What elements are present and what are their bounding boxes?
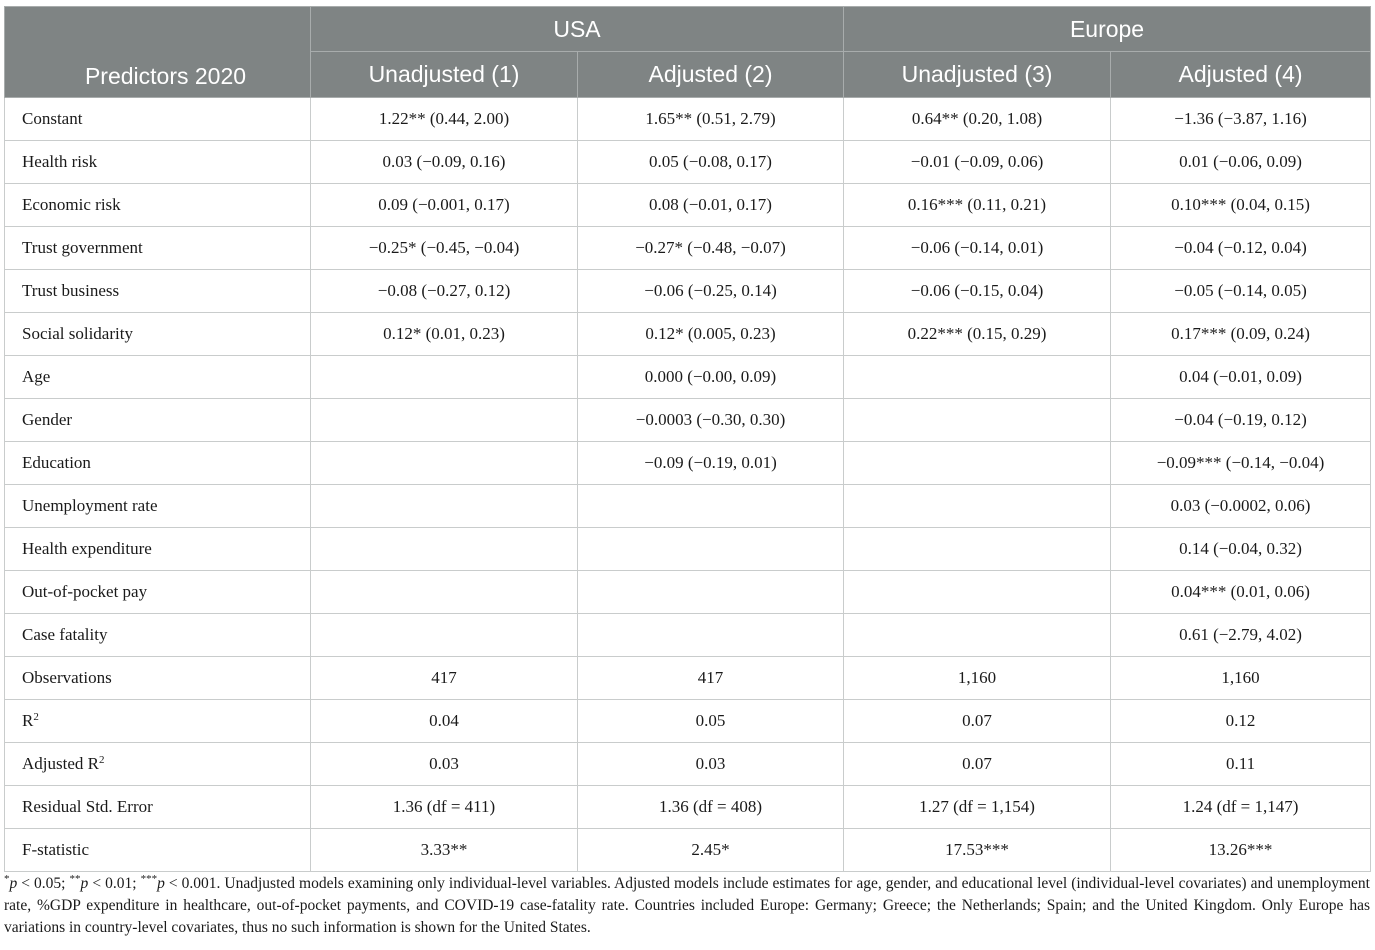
group-header-usa: USA (311, 7, 844, 52)
row-label: Observations (22, 668, 112, 687)
row-label-cell (5, 399, 311, 442)
row-label-cell (5, 442, 311, 485)
table-row (5, 270, 1371, 313)
footnote-sig-3-rest: < 0.001. (164, 875, 225, 892)
table-cell: 0.04*** (0.01, 0.06) (1111, 571, 1371, 614)
row-label: Health risk (22, 152, 98, 171)
table-cell (311, 528, 578, 571)
table-row (5, 743, 1371, 786)
table-cell (844, 485, 1111, 528)
table-row (5, 184, 1371, 227)
table-row (5, 442, 1371, 485)
table-cell: 0.04 (−0.01, 0.09) (1111, 356, 1371, 399)
table-cell: 0.22*** (0.15, 0.29) (844, 313, 1111, 356)
table-cell (311, 399, 578, 442)
table-cell (844, 356, 1111, 399)
table-cell: −0.25* (−0.45, −0.04) (311, 227, 578, 270)
table-row (5, 313, 1371, 356)
row-label-cell (5, 270, 311, 313)
table-cell (311, 356, 578, 399)
row-label-superscript: 2 (98, 754, 105, 766)
footnote-sig-3-mark: *** (140, 873, 158, 885)
table-cell: 1.24 (df = 1,147) (1111, 786, 1371, 829)
footnote-sig-2-p: p (80, 875, 89, 892)
table-cell (311, 442, 578, 485)
row-label-cell (5, 786, 311, 829)
footnote-sig-1-rest: < 0.05; (17, 875, 70, 892)
table-row (5, 528, 1371, 571)
table-row (5, 700, 1371, 743)
table-cell: 0.64** (0.20, 1.08) (844, 98, 1111, 141)
row-label-cell (5, 141, 311, 184)
table-cell (578, 571, 844, 614)
row-label: Residual Std. Error (22, 797, 153, 816)
group-header-europe: Europe (844, 7, 1371, 52)
table-cell: 1,160 (844, 657, 1111, 700)
table-row (5, 485, 1371, 528)
table-cell (844, 571, 1111, 614)
footnote-sig-1-mark: * (4, 873, 10, 885)
row-label-cell (5, 528, 311, 571)
table-cell (578, 528, 844, 571)
table-cell: 0.04 (311, 700, 578, 743)
row-label-cell (5, 313, 311, 356)
row-label: F-statistic (22, 840, 90, 859)
table-cell: 1.65** (0.51, 2.79) (578, 98, 844, 141)
footnote-sig-3-p: p (157, 875, 165, 892)
table-cell: −0.06 (−0.14, 0.01) (844, 227, 1111, 270)
table-header (5, 7, 1371, 98)
row-label-cell (5, 743, 311, 786)
table-cell: 3.33** (311, 829, 578, 872)
table-cell: 0.01 (−0.06, 0.09) (1111, 141, 1371, 184)
table-cell: 0.07 (844, 700, 1111, 743)
footnote-sig-2-rest: < 0.01; (88, 875, 141, 892)
table-row (5, 829, 1371, 872)
row-label: Health expenditure (22, 539, 152, 558)
table-row (5, 614, 1371, 657)
row-label: Constant (22, 109, 83, 128)
row-label-cell (5, 356, 311, 399)
column-header-unadjusted-1: Unadjusted (1) (311, 52, 578, 98)
table-cell: 0.12* (0.01, 0.23) (311, 313, 578, 356)
row-label: Trust government (22, 238, 143, 257)
table-row (5, 657, 1371, 700)
table-cell (311, 614, 578, 657)
row-label: Out-of-pocket pay (22, 582, 148, 601)
row-label: Gender (22, 410, 73, 429)
table-cell (311, 571, 578, 614)
row-label: Age (22, 367, 51, 386)
table-cell: −0.04 (−0.19, 0.12) (1111, 399, 1371, 442)
table-cell: −0.04 (−0.12, 0.04) (1111, 227, 1371, 270)
table-cell: 417 (311, 657, 578, 700)
header-group-row (5, 7, 1371, 52)
row-label: R (22, 711, 34, 730)
footnote-text: Unadjusted models examining only individual-level variables. Adjusted models include estimates for age, gender, and educational level (individual-level covariates) and unemployment rate, %GDP expenditure in healthcare, out-of-pocket payments, and COVID-19 case-fatality rate. Countries included Europe: Germany; Greece; the Netherlands; Spain; and the United Kingdom. Only Europe has variations in country-level covariates, thus no such information is shown for the United States. (4, 875, 1370, 936)
table-cell: −0.27* (−0.48, −0.07) (578, 227, 844, 270)
row-label: Economic risk (22, 195, 121, 214)
table-cell (844, 528, 1111, 571)
row-label-cell (5, 829, 311, 872)
table-row (5, 141, 1371, 184)
table-cell (311, 485, 578, 528)
table-cell: −0.08 (−0.27, 0.12) (311, 270, 578, 313)
row-label: Education (22, 453, 91, 472)
table-cell: 0.03 (311, 743, 578, 786)
row-label: Adjusted R (22, 754, 99, 773)
column-header-adjusted-4: Adjusted (4) (1111, 52, 1371, 98)
table-cell: 1.36 (df = 408) (578, 786, 844, 829)
table-cell: 0.03 (−0.0002, 0.06) (1111, 485, 1371, 528)
table-row (5, 98, 1371, 141)
row-label-cell (5, 98, 311, 141)
table-row (5, 227, 1371, 270)
table-cell: 0.07 (844, 743, 1111, 786)
table-cell: −0.09*** (−0.14, −0.04) (1111, 442, 1371, 485)
footnote-sig-1-p: p (9, 875, 18, 892)
table-cell: 0.03 (−0.09, 0.16) (311, 141, 578, 184)
table-cell: 0.05 (578, 700, 844, 743)
table-cell: −0.06 (−0.15, 0.04) (844, 270, 1111, 313)
table-cell: 417 (578, 657, 844, 700)
row-label: Social solidarity (22, 324, 133, 343)
row-label-cell (5, 184, 311, 227)
regression-table-container (4, 6, 1370, 872)
predictors-header: Predictors 2020 (5, 7, 311, 98)
footnote-sig-2-mark: ** (69, 873, 81, 885)
table-cell: 0.14 (−0.04, 0.32) (1111, 528, 1371, 571)
table-cell: 1,160 (1111, 657, 1371, 700)
table-footnote (4, 873, 1370, 939)
row-label: Trust business (22, 281, 120, 300)
row-label-cell (5, 614, 311, 657)
table-cell: 0.61 (−2.79, 4.02) (1111, 614, 1371, 657)
row-label-superscript: 2 (33, 711, 39, 723)
table-row (5, 786, 1371, 829)
table-cell: 0.08 (−0.01, 0.17) (578, 184, 844, 227)
row-label-cell (5, 485, 311, 528)
table-cell: 0.12* (0.005, 0.23) (578, 313, 844, 356)
table-cell: 0.09 (−0.001, 0.17) (311, 184, 578, 227)
table-cell: 0.12 (1111, 700, 1371, 743)
table-body (5, 98, 1371, 872)
table-cell: 13.26*** (1111, 829, 1371, 872)
table-cell: 0.11 (1111, 743, 1371, 786)
table-cell (844, 399, 1111, 442)
table-cell: 0.05 (−0.08, 0.17) (578, 141, 844, 184)
table-cell: 0.03 (578, 743, 844, 786)
row-label-cell (5, 571, 311, 614)
row-label-cell (5, 227, 311, 270)
table-cell (844, 614, 1111, 657)
table-cell: 0.10*** (0.04, 0.15) (1111, 184, 1371, 227)
row-label: Case fatality (22, 625, 108, 644)
table-cell: −0.06 (−0.25, 0.14) (578, 270, 844, 313)
table-cell (578, 614, 844, 657)
column-header-adjusted-2: Adjusted (2) (578, 52, 844, 98)
table-cell: 1.36 (df = 411) (311, 786, 578, 829)
table-cell: 17.53*** (844, 829, 1111, 872)
table-cell: 0.16*** (0.11, 0.21) (844, 184, 1111, 227)
table-cell: −0.05 (−0.14, 0.05) (1111, 270, 1371, 313)
regression-table (4, 6, 1371, 872)
table-cell: 1.27 (df = 1,154) (844, 786, 1111, 829)
table-cell: 0.17*** (0.09, 0.24) (1111, 313, 1371, 356)
row-label-cell (5, 657, 311, 700)
table-row (5, 356, 1371, 399)
table-row (5, 399, 1371, 442)
table-row (5, 571, 1371, 614)
table-cell: −1.36 (−3.87, 1.16) (1111, 98, 1371, 141)
column-header-unadjusted-3: Unadjusted (3) (844, 52, 1111, 98)
table-cell: −0.09 (−0.19, 0.01) (578, 442, 844, 485)
table-cell (578, 485, 844, 528)
table-cell: −0.01 (−0.09, 0.06) (844, 141, 1111, 184)
table-cell: 0.000 (−0.00, 0.09) (578, 356, 844, 399)
table-cell: −0.0003 (−0.30, 0.30) (578, 399, 844, 442)
table-cell: 2.45* (578, 829, 844, 872)
table-cell (844, 442, 1111, 485)
table-cell: 1.22** (0.44, 2.00) (311, 98, 578, 141)
row-label-cell (5, 700, 311, 743)
row-label: Unemployment rate (22, 496, 158, 515)
